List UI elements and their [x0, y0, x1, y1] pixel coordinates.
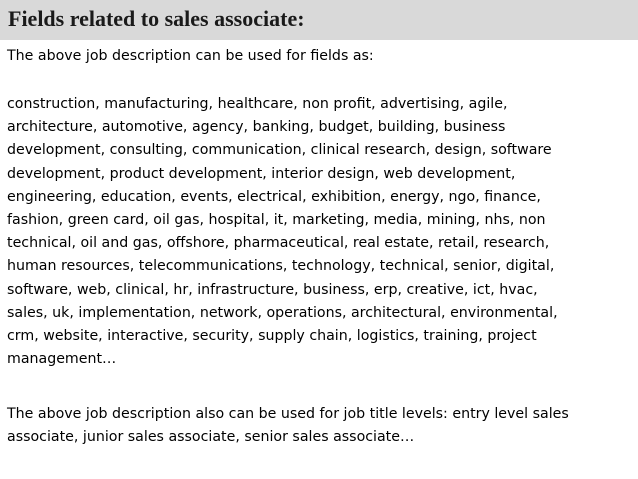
- fields-list: [7, 93, 635, 371]
- fields-line: management…: [7, 351, 117, 368]
- title-bar: [0, 0, 638, 40]
- fields-line: fashion, green card, oil gas, hospital, it, marketing, media, mining, nhs, non: [7, 212, 546, 229]
- fields-line: development, consulting, communication, clinical research, design, software: [7, 142, 552, 159]
- fields-line: crm, website, interactive, security, supply chain, logistics, training, project: [7, 328, 537, 345]
- page-title: Fields related to sales associate:: [8, 6, 305, 31]
- fields-line: architecture, automotive, agency, banking, budget, building, business: [7, 119, 506, 136]
- levels-line: associate, junior sales associate, senior sales associate…: [7, 429, 415, 446]
- job-levels-text: [7, 403, 635, 449]
- fields-line: construction, manufacturing, healthcare, non profit, advertising, agile,: [7, 96, 508, 112]
- fields-line: sales, uk, implementation, network, operations, architectural, environmental,: [7, 304, 558, 321]
- fields-line: development, product development, interior design, web development,: [7, 165, 516, 182]
- fields-line: software, web, clinical, hr, infrastructure, business, erp, creative, ict, hvac,: [7, 281, 538, 298]
- fields-line: human resources, telecommunications, technology, technical, senior, digital,: [7, 258, 555, 275]
- fields-line: engineering, education, events, electrical, exhibition, energy, ngo, finance,: [7, 188, 541, 205]
- fields-line: technical, oil and gas, offshore, pharmaceutical, real estate, retail, research,: [7, 235, 550, 252]
- levels-line: The above job description also can be used for job title levels: entry level sales: [7, 406, 569, 422]
- intro-text: The above job description can be used for fields as:: [7, 48, 374, 64]
